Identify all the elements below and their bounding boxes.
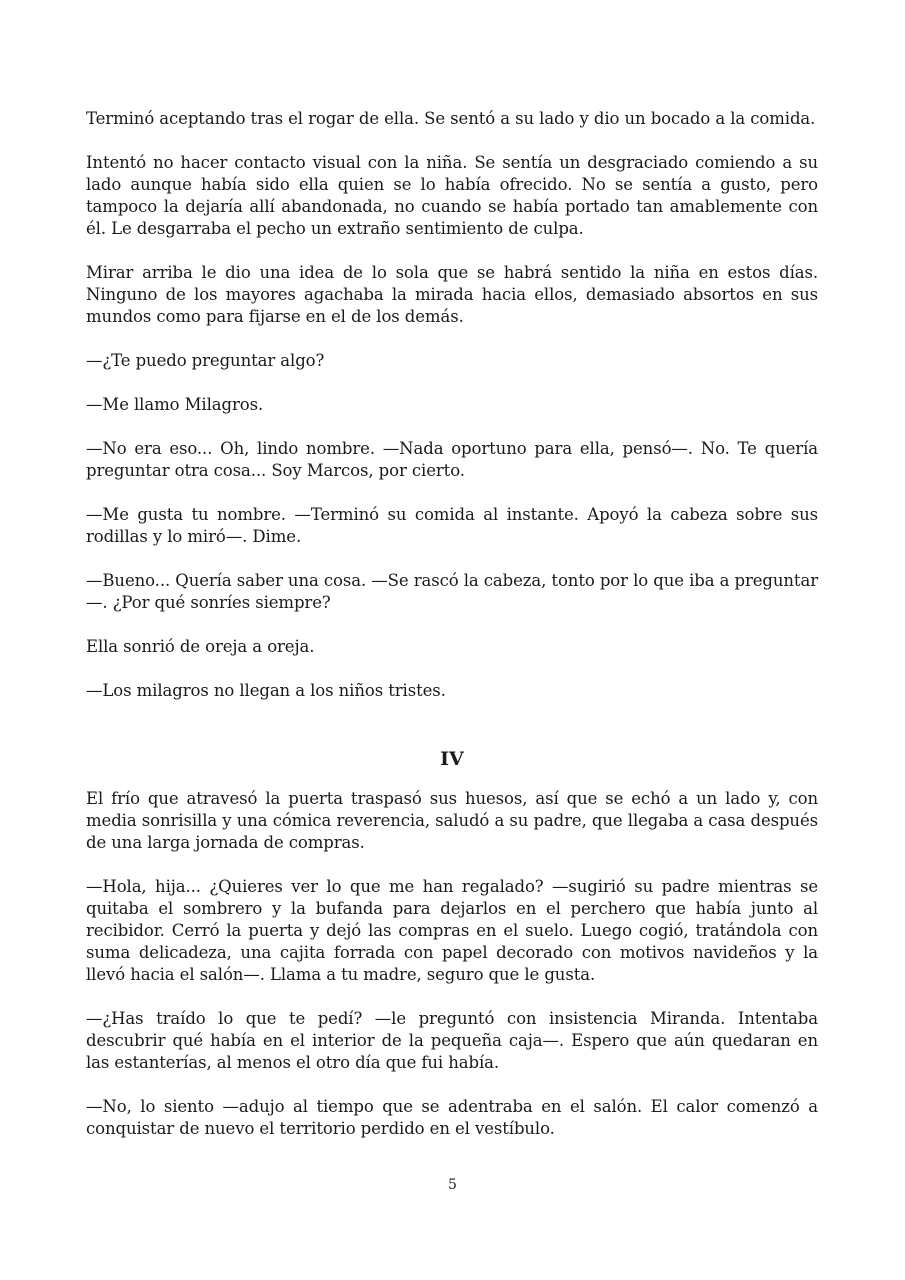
paragraph: Mirar arriba le dio una idea de lo sola que se habrá sentido la niña en estos días. Ninguno de los mayores agachaba la mirada hacia ellos, demasiado absortos en sus mundos como para fijarse en el de los demás. xyxy=(86,263,818,326)
page-number: 5 xyxy=(448,1177,457,1193)
paragraph: El frío que atravesó la puerta traspasó sus huesos, así que se echó a un lado y, con media sonrisilla y una cómica reverencia, saludó a su padre, que llegaba a casa después de una larga jornada de compras. xyxy=(86,789,818,852)
dialogue-line: —No, lo siento —adujo al tiempo que se adentraba en el salón. El calor comenzó a conquistar de nuevo el territorio perdido en el vestíbulo. xyxy=(86,1097,818,1138)
dialogue-line: —No era eso... Oh, lindo nombre. —Nada oportuno para ella, pensó—. No. Te quería preguntar otra cosa... Soy Marcos, por cierto. xyxy=(86,439,818,480)
dialogue-line: —Me gusta tu nombre. —Terminó su comida al instante. Apoyó la cabeza sobre sus rodillas y lo miró—. Dime. xyxy=(86,505,818,546)
dialogue-line: —Me llamo Milagros. xyxy=(86,395,264,414)
dialogue-line: —Los milagros no llegan a los niños tristes. xyxy=(86,681,446,700)
chapter-heading: IV xyxy=(440,748,464,770)
paragraph: Ella sonrió de oreja a oreja. xyxy=(86,637,315,656)
dialogue-line: —¿Has traído lo que te pedí? —le preguntó con insistencia Miranda. Intentaba descubrir qué había en el interior de la pequeña caja—. Espero que aún quedaran en las estanterías, al menos el otro día que fui había. xyxy=(86,1009,818,1072)
dialogue-line: —Bueno... Quería saber una cosa. —Se rascó la cabeza, tonto por lo que iba a preguntar—. ¿Por qué sonríes siempre? xyxy=(86,571,818,612)
paragraph: Terminó aceptando tras el rogar de ella. Se sentó a su lado y dio un bocado a la comida. xyxy=(86,109,816,128)
page-body xyxy=(86,108,818,1162)
paragraph: Intentó no hacer contacto visual con la niña. Se sentía un desgraciado comiendo a su lado aunque había sido ella quien se lo había ofrecido. No se sentía a gusto, pero tampoco la dejaría allí abandonada, no cuando se había portado tan amablemente con él. Le desgarraba el pecho un extraño sentimiento de culpa. xyxy=(86,153,818,238)
dialogue-line: —¿Te puedo preguntar algo? xyxy=(86,351,325,370)
dialogue-line: —Hola, hija... ¿Quieres ver lo que me han regalado? —sugirió su padre mientras se quitaba el sombrero y la bufanda para dejarlos en el perchero que había junto al recibidor. Cerró la puerta y dejó las compras en el suelo. Luego cogió, tratándola con suma delicadeza, una cajita forrada con papel decorado con motivos navideños y la llevó hacia el salón—. Llama a tu madre, seguro que le gusta. xyxy=(86,877,818,984)
